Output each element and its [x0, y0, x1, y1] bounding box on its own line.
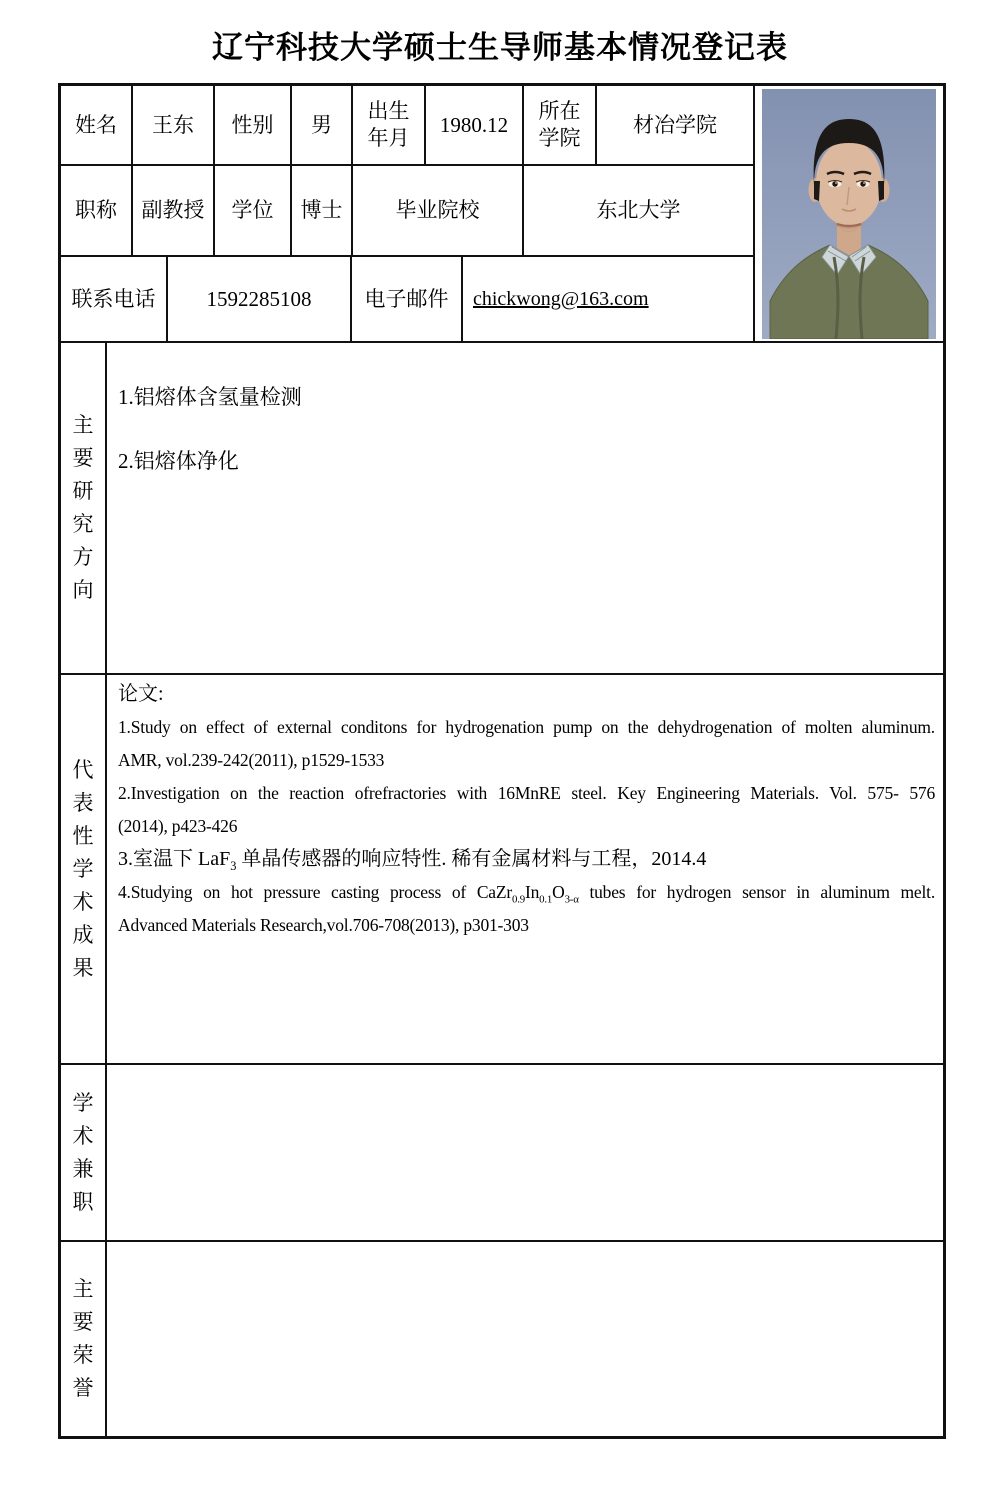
research-item-2: 2.铝熔体净化	[118, 449, 239, 473]
college-value: 材冶学院	[597, 86, 755, 166]
positions-label-cell	[61, 1065, 107, 1242]
achievements-label-cell	[61, 675, 107, 1065]
college-label-text: 所在学院	[538, 99, 581, 150]
photo-cell	[755, 86, 943, 343]
paper-1-line-2: AMR, vol.239-242(2011), p1529-1533	[118, 750, 385, 770]
degree-value: 博士	[292, 166, 353, 257]
paper-2-line-1: 2.Investigation on the reaction ofrefractories with 16MnRE steel. Key Engineering Materials. Vol. 575- 576	[118, 783, 935, 803]
research-label-cell	[61, 343, 107, 675]
paper-2-line-2: (2014), p423-426	[118, 816, 238, 836]
positions-content	[107, 1065, 943, 1242]
honors-label: 主要荣誉	[72, 1277, 94, 1400]
birth-value: 1980.12	[426, 86, 524, 166]
birth-label-text: 出生年月	[367, 99, 410, 150]
form-title: 辽宁科技大学硕士生导师基本情况登记表	[212, 30, 788, 65]
phone-value: 1592285108	[168, 257, 352, 343]
research-item-1: 1.铝熔体含氢量检测	[118, 385, 302, 409]
degree-label: 学位	[215, 166, 292, 257]
email-label: 电子邮件	[352, 257, 463, 343]
phone-label: 联系电话	[61, 257, 168, 343]
paper-4-line-2: Advanced Materials Research,vol.706-708(2013), p301-303	[118, 915, 529, 935]
birth-label	[353, 86, 426, 166]
prof-title-value: 副教授	[133, 166, 215, 257]
positions-label: 学术兼职	[72, 1090, 94, 1214]
prof-title-label: 职称	[61, 166, 133, 257]
honors-label-cell	[61, 1242, 107, 1436]
gender-value: 男	[292, 86, 353, 166]
papers-heading: 论文:	[118, 683, 164, 705]
email-link[interactable]: chickwong@163.com	[473, 287, 649, 310]
info-table	[58, 83, 946, 1439]
email-value-cell	[463, 257, 755, 343]
achievements-content	[107, 675, 943, 1065]
paper-3-line: 3.室温下 LaF$_3$ 单晶传感器的响应特性. 稀有金属材料与工程，2014.4	[118, 848, 707, 873]
supervisor-photo	[762, 89, 936, 339]
paper-4-line-1: 4.Studying on hot pressure casting process of $CaZr_{0.9}In_{0.1}O_{3-\alpha}$ tubes for hydrogen sensor in aluminum melt.	[118, 882, 935, 906]
achievements-label: 代表性学术成果	[72, 757, 94, 980]
honors-content	[107, 1242, 943, 1436]
research-label: 主要研究方向	[72, 413, 94, 602]
school-value: 东北大学	[524, 166, 755, 257]
paper-1-line-1: 1.Study on effect of external conditons for hydrogenation pump on the dehydrogenation of molten aluminum.	[118, 717, 935, 737]
school-label: 毕业院校	[353, 166, 524, 257]
college-label	[524, 86, 597, 166]
name-label: 姓名	[61, 86, 133, 166]
name-value: 王东	[133, 86, 215, 166]
research-content	[107, 343, 943, 675]
gender-label: 性别	[215, 86, 292, 166]
